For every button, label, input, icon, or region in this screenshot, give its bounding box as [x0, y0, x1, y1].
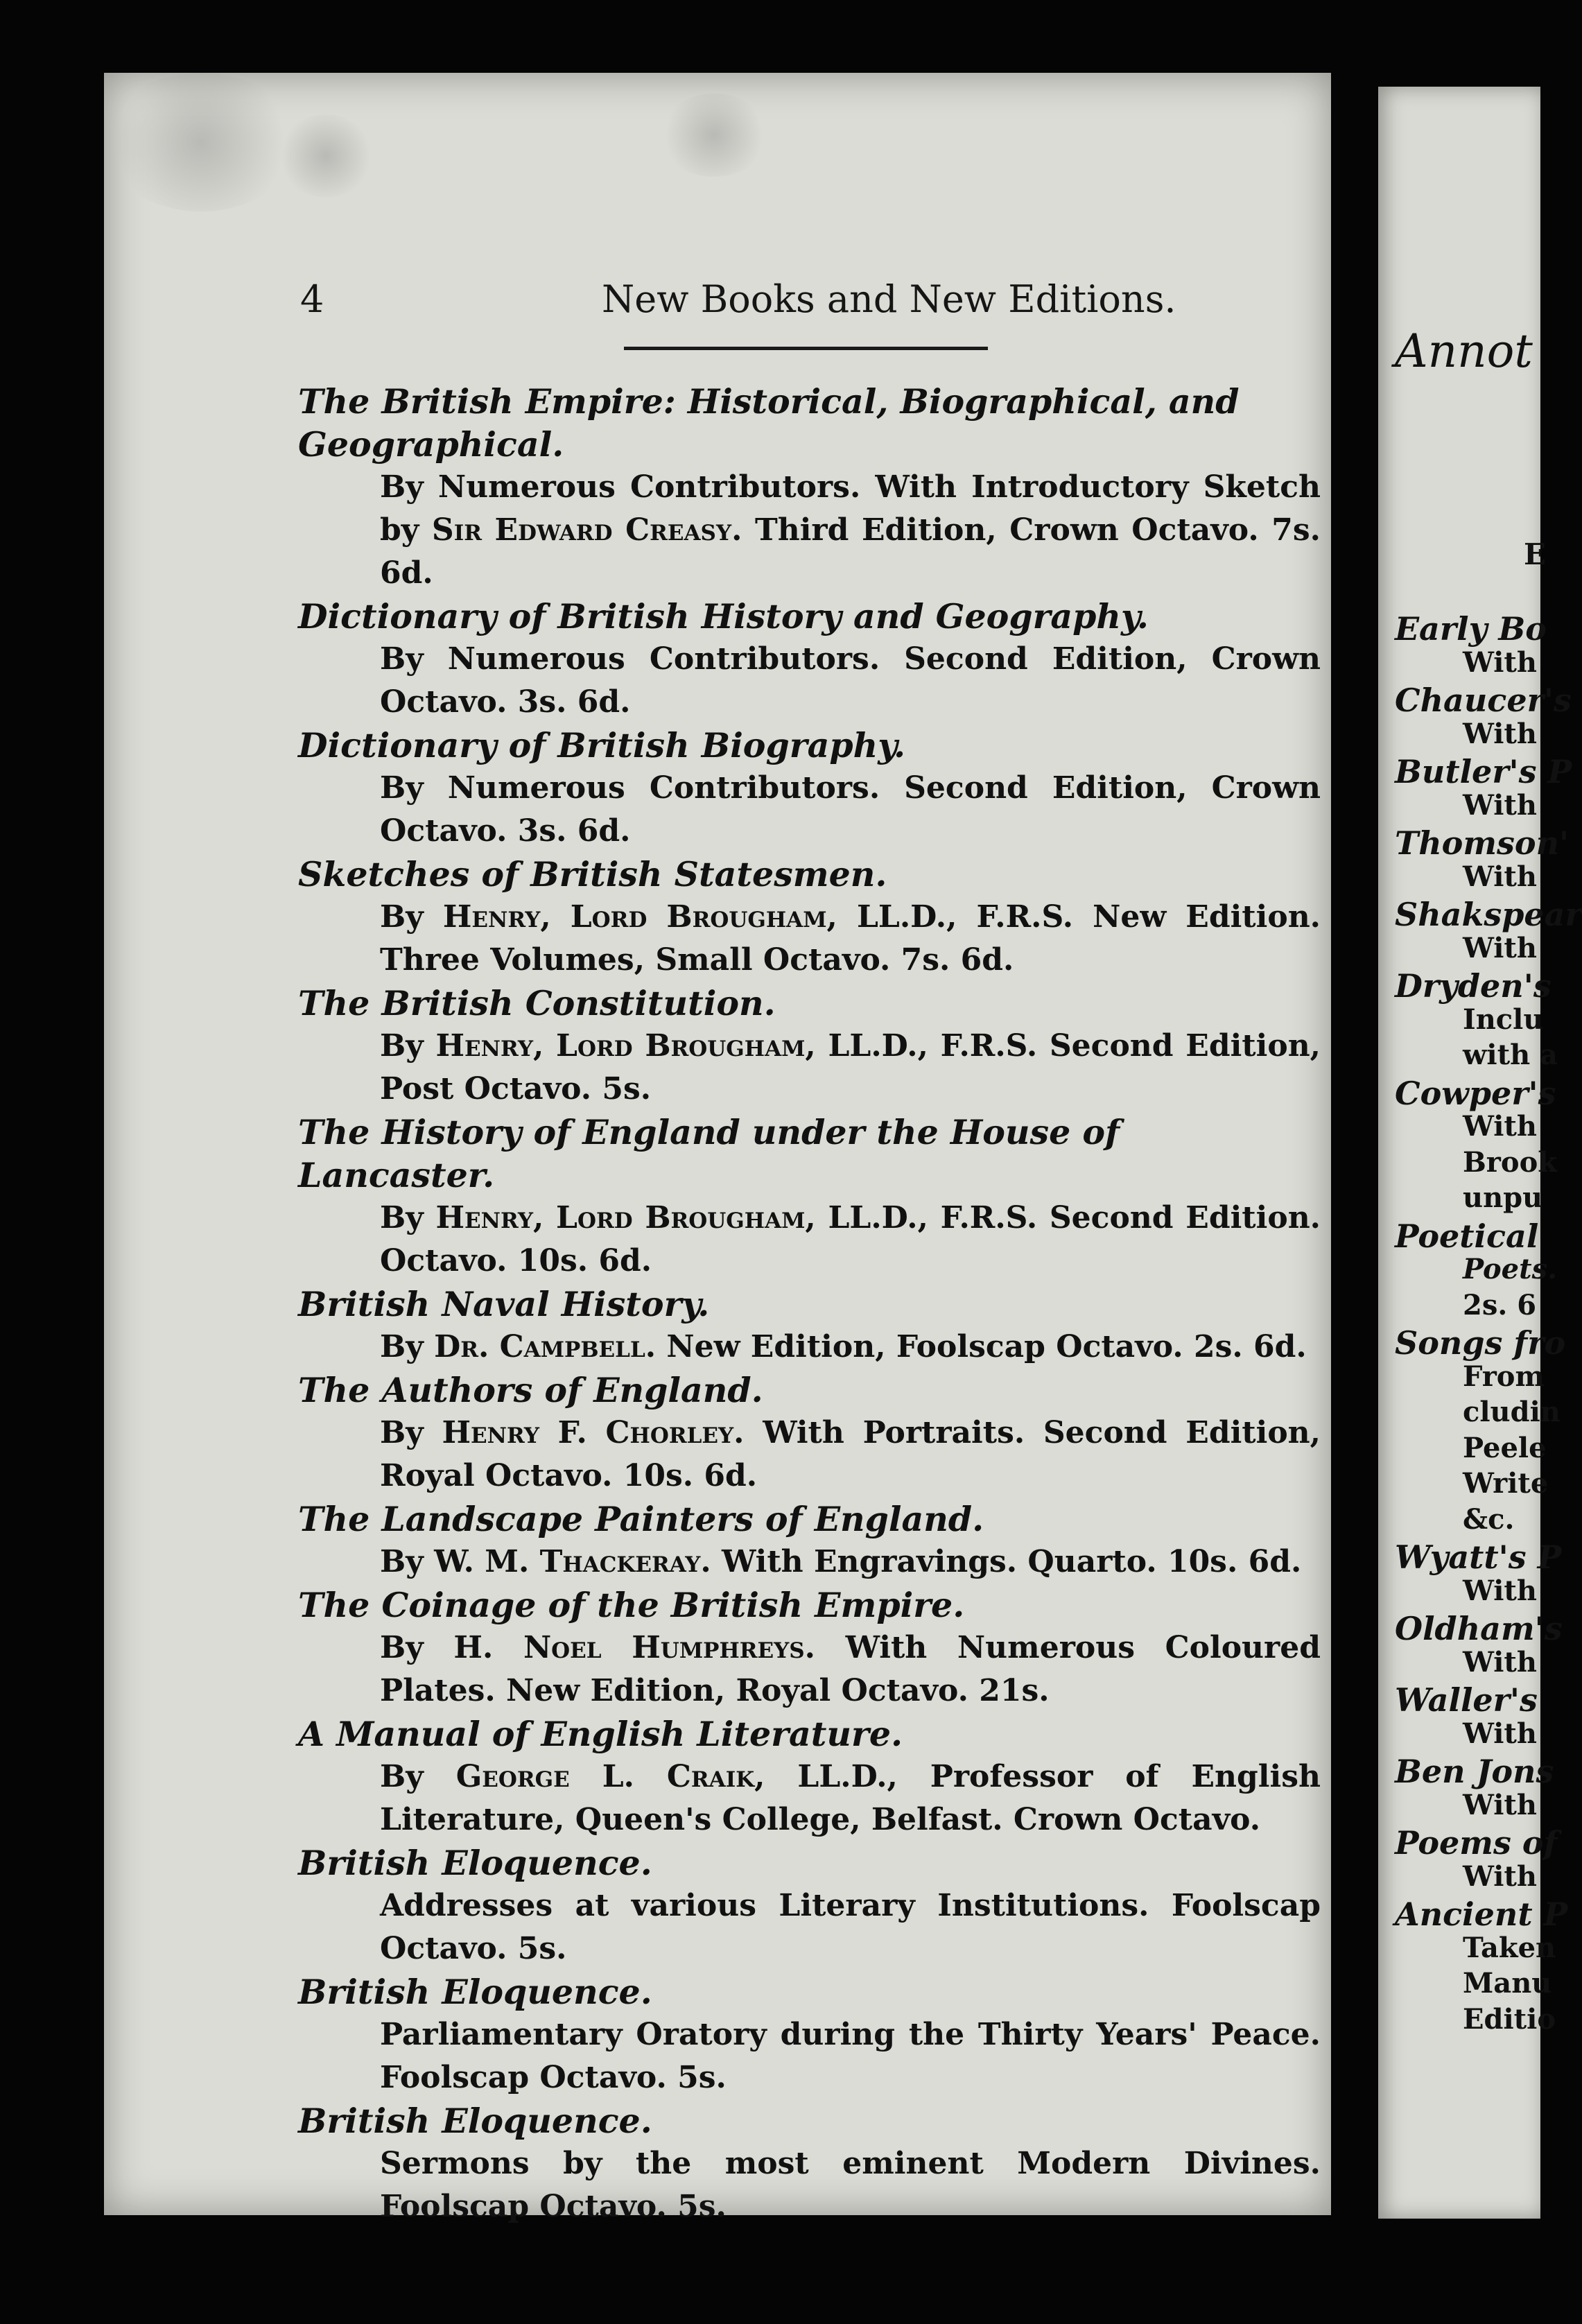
running-title: New Books and New Editions.	[602, 277, 1176, 321]
book-detail-text: Sermons by the most eminent Modern Divines. Foolscap Octavo. 5s.	[380, 2146, 1321, 2224]
book-title: Dictionary of British Biography.	[298, 725, 906, 765]
right-page-line: With	[1463, 717, 1537, 750]
book-entry	[298, 1712, 1321, 1841]
stain	[277, 114, 374, 198]
book-detail-text: With Portraits. Second Edition, Royal Octavo. 10s. 6d.	[380, 1415, 1321, 1493]
book-author: Sir Edward Creasy.	[431, 512, 742, 548]
book-detail-text: With Numerous Coloured Plates. New Edition, Royal Octavo. 21s.	[380, 1630, 1321, 1708]
book-entry	[298, 982, 1321, 1111]
right-page-heading: Annot	[1395, 324, 1533, 378]
book-details	[298, 1627, 1321, 1712]
right-page-line: Wyatt's P	[1395, 1538, 1562, 1576]
book-title: British Eloquence.	[298, 2101, 652, 2141]
right-page-line: With	[1463, 1110, 1537, 1143]
book-detail-text: By	[380, 1544, 435, 1579]
book-title: The Authors of England.	[298, 1370, 763, 1410]
header-rule	[624, 347, 988, 350]
right-page-line: Chaucer's	[1395, 682, 1572, 719]
right-page-line: Write	[1463, 1467, 1549, 1500]
right-page-line: Brook	[1463, 1145, 1557, 1179]
book-details	[298, 1412, 1321, 1498]
right-page-line: Ancient P	[1395, 1896, 1568, 1933]
book-entry	[298, 1111, 1321, 1283]
right-page-line: Ben Jons	[1395, 1753, 1554, 1790]
book-details	[298, 1884, 1321, 1970]
right-page-line: With	[1463, 931, 1537, 964]
book-details	[298, 767, 1321, 853]
right-page-line: With	[1463, 1859, 1537, 1893]
right-page-line: Poetical	[1395, 1217, 1539, 1255]
right-page-mark: E	[1524, 537, 1547, 571]
book-entry	[298, 1283, 1321, 1369]
book-author: Dr. Campbell.	[434, 1329, 657, 1364]
right-page-line: Early Bo	[1395, 610, 1547, 648]
book-entry	[298, 1369, 1321, 1498]
book-detail-text: By	[380, 1759, 456, 1794]
book-details	[298, 1755, 1321, 1841]
book-list	[298, 380, 1321, 2228]
book-author: W. M. Thackeray.	[434, 1544, 711, 1579]
right-page-line: &c.	[1463, 1502, 1515, 1536]
book-entry	[298, 853, 1321, 982]
book-details	[298, 896, 1321, 982]
book-author: George L. Craik,	[455, 1759, 765, 1794]
book-detail-text: LL.D., F.R.S. New Edition. Three Volumes, Small Octavo. 7s. 6d.	[380, 899, 1321, 978]
book-entry	[298, 2099, 1321, 2228]
book-entry	[298, 1498, 1321, 1584]
book-detail-text: LL.D., F.R.S. Second Edition. Octavo. 10s. 6d.	[380, 1200, 1321, 1278]
right-page-line: With	[1463, 860, 1537, 893]
book-entry	[298, 595, 1321, 724]
right-page-line: Manu	[1463, 1967, 1552, 2000]
book-detail-text: By	[380, 1329, 435, 1364]
book-detail-text: By	[380, 1415, 442, 1450]
book-detail-text: By	[380, 1200, 436, 1235]
stain	[104, 73, 298, 211]
right-page-line: With	[1463, 645, 1537, 679]
book-details	[298, 2013, 1321, 2099]
book-author: Henry F. Chorley.	[442, 1415, 745, 1450]
book-detail-text: With Engravings. Quarto. 10s. 6d.	[711, 1544, 1302, 1579]
right-page-line: Dryden's	[1395, 967, 1551, 1005]
right-page-line: Peele	[1463, 1431, 1547, 1464]
right-page-line: With	[1463, 1574, 1537, 1607]
book-detail-text: By Numerous Contributors. Second Edition, Crown Octavo. 3s. 6d.	[380, 770, 1321, 849]
page-number: 4	[300, 277, 324, 321]
book-entry	[298, 724, 1321, 853]
book-detail-text: LL.D., Professor of English Literature, Queen's College, Belfast. Crown Octavo.	[380, 1759, 1321, 1837]
right-page-line: With	[1463, 788, 1537, 822]
right-page-line: Shakspear	[1395, 896, 1582, 933]
book-title: Sketches of British Statesmen.	[298, 854, 887, 894]
book-title: The Landscape Painters of England.	[298, 1499, 984, 1539]
right-page-line: With	[1463, 1717, 1537, 1750]
book-details	[298, 1541, 1321, 1584]
right-page-line: Oldham's	[1395, 1610, 1563, 1647]
right-page-line: With	[1463, 1788, 1537, 1821]
right-page-line: cludin	[1463, 1396, 1561, 1428]
book-detail-text: Addresses at various Literary Institutions. Foolscap Octavo. 5s.	[380, 1888, 1321, 1966]
right-page-line: Poems of	[1395, 1824, 1558, 1862]
book-details	[298, 1326, 1321, 1369]
book-author: H. Noel Humphreys.	[453, 1630, 815, 1665]
book-details	[298, 1025, 1321, 1111]
right-page-line: Cowper's	[1395, 1074, 1556, 1112]
book-entry	[298, 1970, 1321, 2099]
right-page-line: Waller's	[1395, 1681, 1538, 1719]
right-page-line: Butler's P	[1395, 753, 1572, 790]
book-title: The British Constitution.	[298, 983, 776, 1023]
right-page-line: Taken	[1463, 1931, 1556, 1964]
book-title: British Eloquence.	[298, 1843, 652, 1883]
book-detail-text: By	[380, 899, 443, 935]
book-entry	[298, 380, 1321, 595]
right-page-line: 2s. 6	[1463, 1288, 1537, 1321]
book-title: British Naval History.	[298, 1284, 710, 1324]
right-page-line: with a	[1463, 1039, 1558, 1071]
book-title: A Manual of English Literature.	[298, 1714, 903, 1754]
book-author: Henry, Lord Brougham,	[435, 1200, 816, 1235]
book-detail-text: LL.D., F.R.S. Second Edition, Post Octavo. 5s.	[380, 1028, 1321, 1107]
book-entry	[298, 1584, 1321, 1712]
right-page-line: Editio	[1463, 2002, 1556, 2036]
book-title: The Coinage of the British Empire.	[298, 1585, 965, 1625]
book-author: Henry, Lord Brougham,	[442, 899, 837, 935]
book-author: Henry, Lord Brougham,	[435, 1028, 816, 1064]
book-title: The History of England under the House of Lancaster.	[298, 1112, 1120, 1195]
stain	[659, 94, 770, 177]
book-title: The British Empire: Historical, Biographical, and Geographical.	[298, 381, 1240, 465]
book-title: Dictionary of British History and Geography.	[298, 596, 1149, 636]
book-entry	[298, 1841, 1321, 1970]
right-page-line: Songs fro	[1395, 1324, 1566, 1362]
book-detail-text: Third Edition, Crown Octavo. 7s. 6d.	[380, 512, 1321, 591]
book-details	[298, 2142, 1321, 2228]
right-page-line: From	[1463, 1360, 1545, 1393]
right-page-line: Inclu	[1463, 1003, 1544, 1036]
right-page-line: Poets.	[1463, 1253, 1558, 1285]
book-details	[298, 1197, 1321, 1283]
book-detail-text: By Numerous Contributors. Second Edition, Crown Octavo. 3s. 6d.	[380, 641, 1321, 720]
book-details	[298, 638, 1321, 724]
page-header	[196, 277, 1236, 326]
book-details	[298, 466, 1321, 595]
book-detail-text: By	[380, 1028, 436, 1064]
book-detail-text: Parliamentary Oratory during the Thirty Years' Peace. Foolscap Octavo. 5s.	[380, 2017, 1321, 2095]
right-page-line: Thomson'	[1395, 824, 1570, 862]
right-page-line: unpu	[1463, 1181, 1543, 1214]
book-detail-text: New Edition, Foolscap Octavo. 2s. 6d.	[656, 1329, 1307, 1364]
book-detail-text: By Numerous Contributors. With Introductory Sketch by	[380, 469, 1321, 548]
book-detail-text: By	[380, 1630, 454, 1665]
right-page-line: With	[1463, 1645, 1537, 1679]
book-title: British Eloquence.	[298, 1972, 652, 2012]
